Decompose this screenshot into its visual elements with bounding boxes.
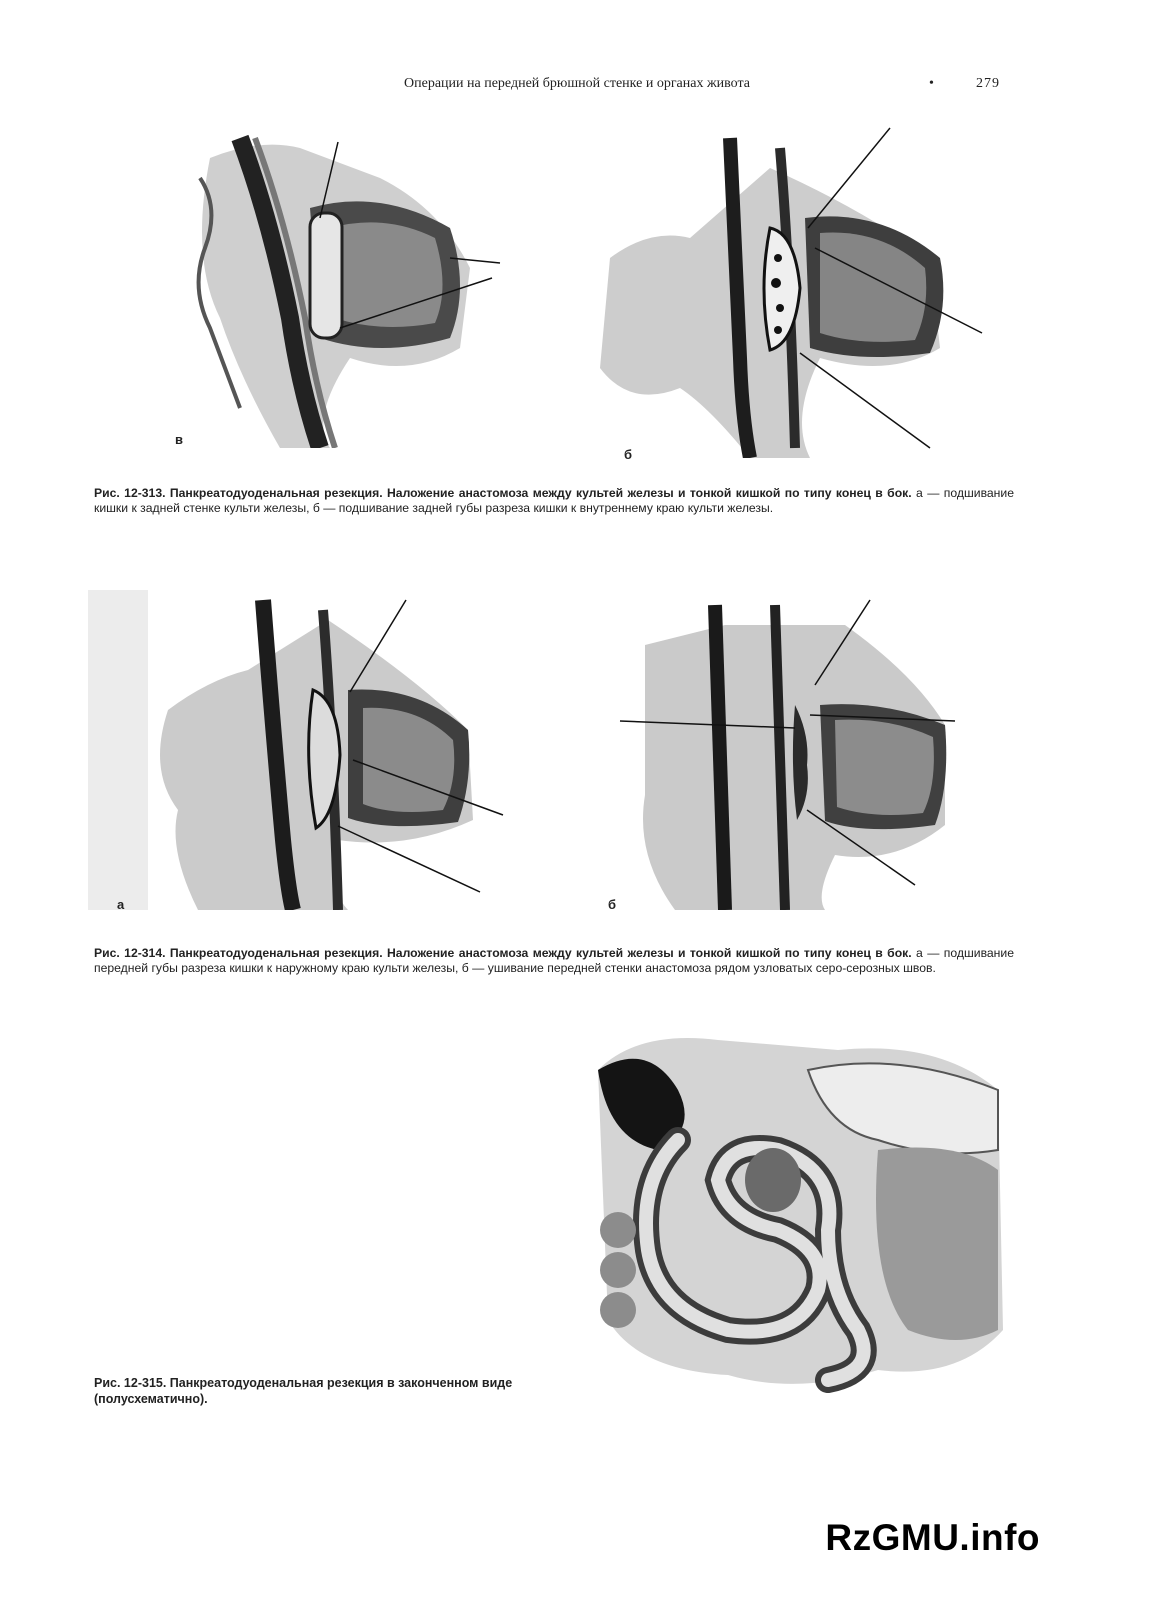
header-separator: • bbox=[929, 76, 934, 91]
figure-313-panel-letter-left: в bbox=[175, 432, 183, 447]
figure-313-caption-text: а — подшивание кишки к задней стенке культи железы, б — подшивание задней губы разреза кишки к внутреннему краю культи железы. bbox=[94, 486, 1014, 515]
page-number: 279 bbox=[976, 76, 1000, 91]
figure-314-caption bbox=[94, 946, 1014, 976]
figure-315-caption: Рис. 12-315. Панкреатодуоденальная резекция в законченном виде (полусхематично). bbox=[94, 1376, 513, 1406]
figure-315-illustration bbox=[578, 1030, 1008, 1395]
figure-314-panel-letter-right: б bbox=[608, 897, 617, 912]
running-header-title: Операции на передней брюшной стенке и органах живота bbox=[404, 76, 750, 91]
running-header bbox=[404, 76, 1024, 98]
figure-313-left-illustration bbox=[180, 118, 510, 448]
figure-313-caption-title: Рис. 12-313. Панкреатодуоденальная резекция. Наложение анастомоза между культей железы и тонкой кишкой по типу конец в бок. bbox=[94, 486, 912, 500]
figure-313-right-illustration bbox=[590, 118, 990, 458]
figure-314-caption-title: Рис. 12-314. Панкреатодуоденальная резекция. Наложение анастомоза между культей железы и тонкой кишкой по типу конец в бок. bbox=[94, 946, 912, 960]
figure-314-caption-text: а — подшивание передней губы разреза кишки к наружному краю культи железы, б — ушивание передней стенки анастомоза рядом узловатых серо-серозных швов. bbox=[94, 946, 1014, 975]
figure-314-panel-letter-left: а bbox=[117, 897, 125, 912]
figure-313-panel-letter-right: б bbox=[624, 447, 633, 462]
figure-314-right-illustration bbox=[615, 595, 960, 910]
figure-314-left-illustration bbox=[88, 590, 508, 910]
site-watermark: RzGMU.info bbox=[825, 1517, 1040, 1558]
figure-313-caption bbox=[94, 486, 1014, 516]
